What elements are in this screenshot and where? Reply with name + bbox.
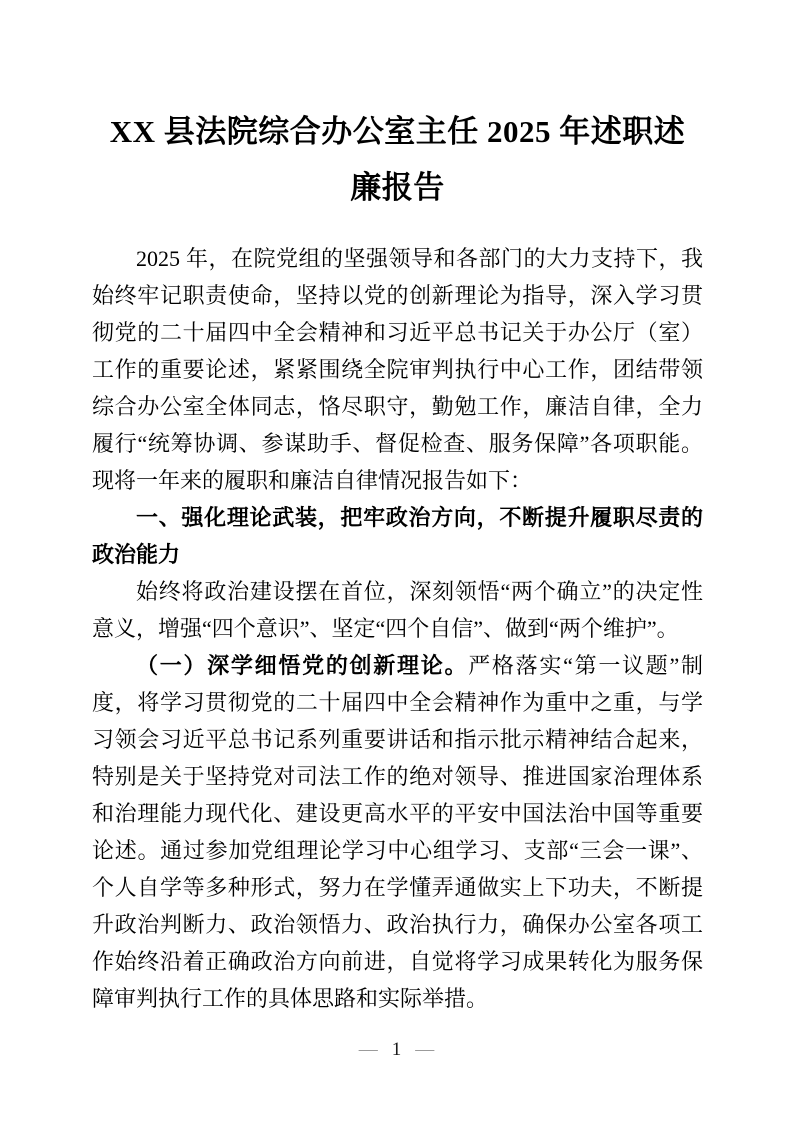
- subsection-1-1-lead: （一）深学细悟党的创新理论。: [136, 653, 469, 678]
- section-1-heading: 一、强化理论武装，把牢政治方向，不断提升履职尽责的政治能力: [92, 505, 703, 567]
- section-1-intro-paragraph: 始终将政治建设摆在首位，深刻领悟“两个确立”的决定性意义，增强“四个意识”、坚定“四个自信”、做到“两个维护”。: [92, 579, 703, 641]
- page-number: 1: [391, 1039, 402, 1060]
- document-title: XX 县法院综合办公室主任 2025 年述职述廉报告: [109, 114, 686, 205]
- subsection-1-1-body: 严格落实“第一议题”制度，将学习贯彻党的二十届四中全会精神作为重中之重，与学习领会习近平总书记系列重要讲话和指示批示精神结合起来，特别是关于坚持党对司法工作的绝对领导、推进国家治理体系和治理能力现代化、建设更高水平的平安中国法治中国等重要论述。通过参加党组理论学习中心组学习、支部“三会一课”、个人自学等多种形式，努力在学懂弄通做实上下功夫，不断提升政治判断力、政治领悟力、政治执行力，确保办公室各项工作始终沿着正确政治方向前进，自觉将学习成果转化为服务保障审判执行工作的具体思路和实际举措。: [92, 653, 704, 1011]
- page-footer: [0, 1038, 793, 1062]
- footer-dash-left: —: [358, 1039, 378, 1060]
- footer-dash-right: —: [415, 1039, 435, 1060]
- intro-paragraph: 2025 年，在院党组的坚强领导和各部门的大力支持下，我始终牢记职责使命，坚持以党的创新理论为指导，深入学习贯彻党的二十届四中全会精神和习近平总书记关于办公厅（室）工作的重要论述，紧紧围绕全院审判执行中心工作，团结带领综合办公室全体同志，恪尽职守，勤勉工作，廉洁自律，全力履行“统筹协调、参谋助手、督促检查、服务保障”各项职能。现将一年来的履职和廉洁自律情况报告如下：: [92, 246, 703, 493]
- subsection-1-1-paragraph: [92, 647, 703, 1017]
